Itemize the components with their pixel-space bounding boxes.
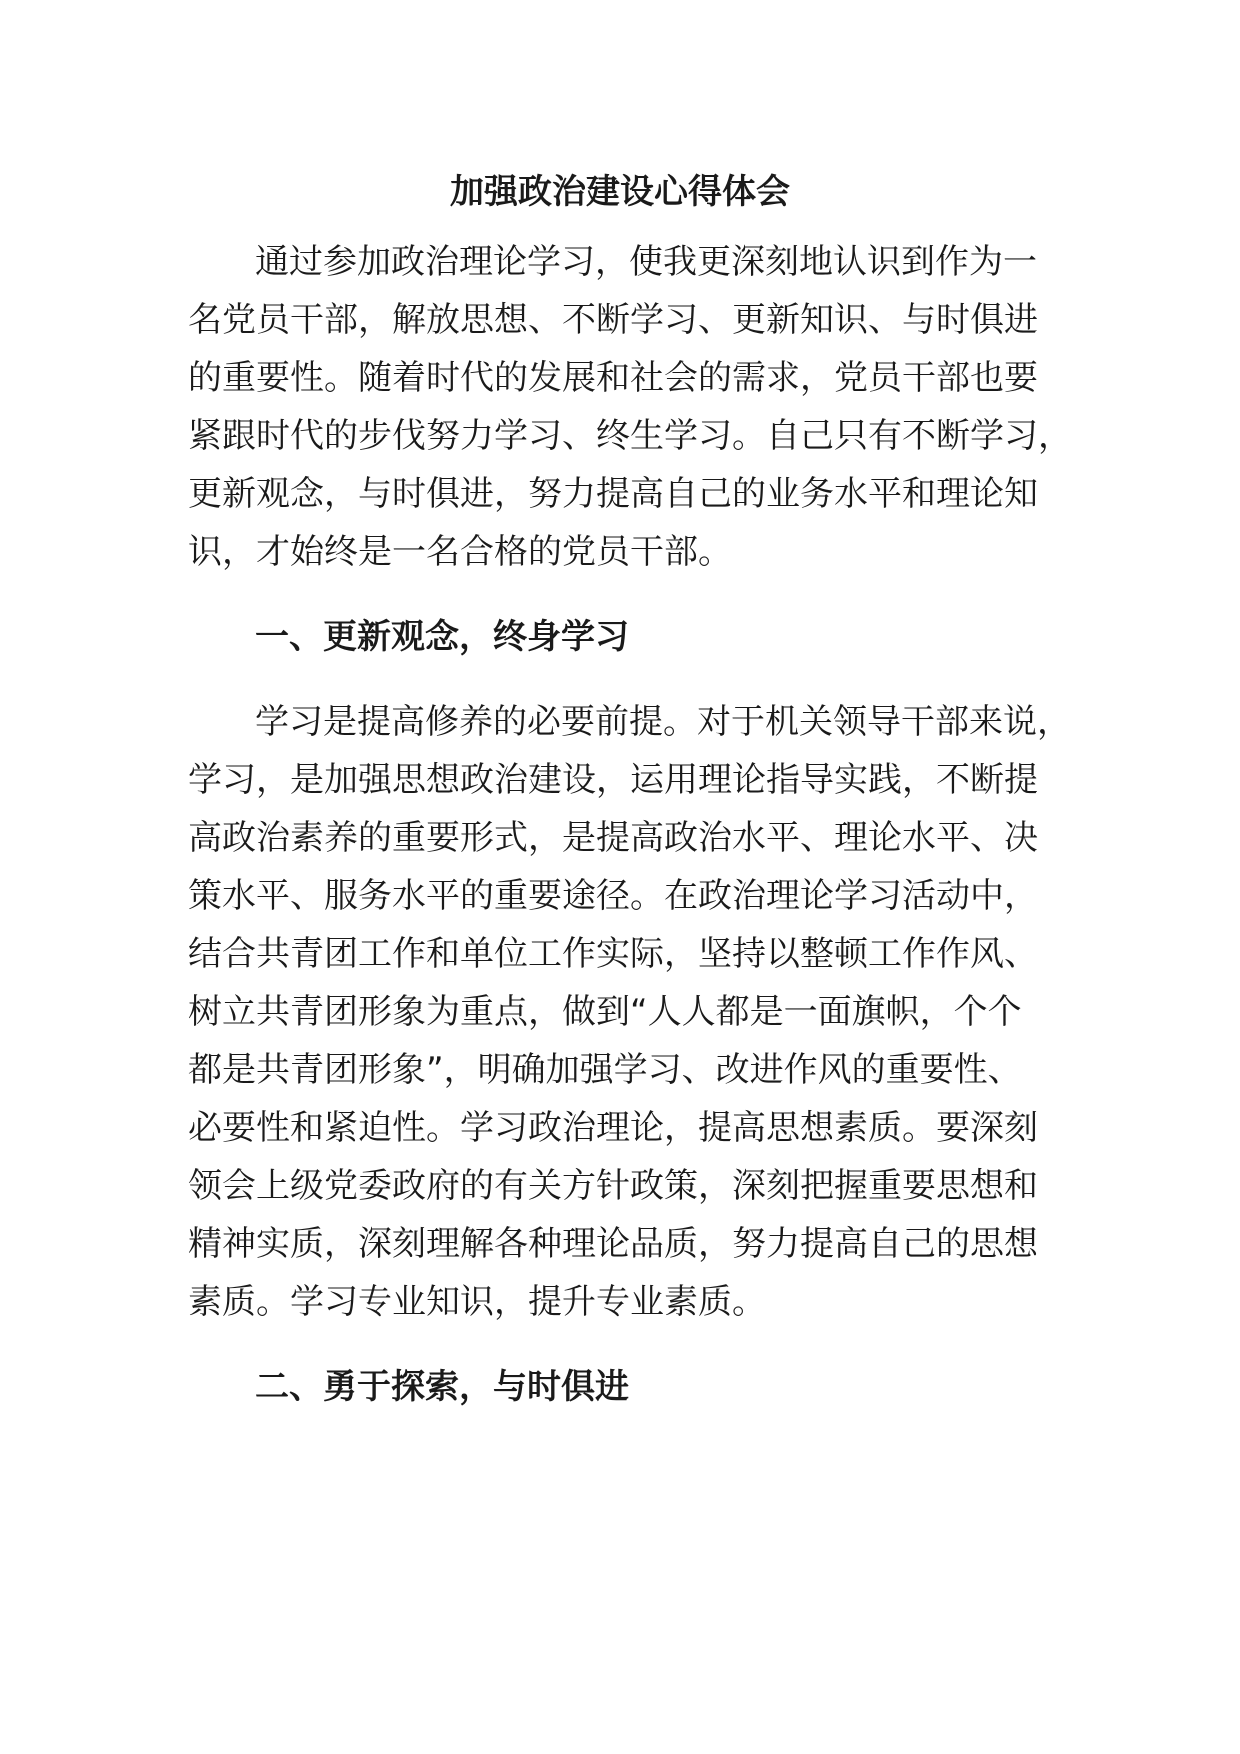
intro-line: 紧跟时代的步伐努力学习、终生学习。自己只有不断学习， bbox=[188, 416, 1072, 456]
section1-line: 策水平、服务水平的重要途径。在政治理论学习活动中， bbox=[188, 876, 1038, 916]
section1-line: 都是共青团形象”，明确加强学习、改进作风的重要性、 bbox=[188, 1050, 1022, 1090]
section-heading-1: 一、更新观念，终身学习 bbox=[255, 617, 629, 657]
intro-line: 通过参加政治理论学习，使我更深刻地认识到作为一 bbox=[255, 242, 1037, 282]
intro-line: 识，才始终是一名合格的党员干部。 bbox=[188, 532, 732, 572]
section-heading-2: 二、勇于探索，与时俱进 bbox=[255, 1367, 629, 1407]
section1-line: 学习是提高修养的必要前提。对于机关领导干部来说， bbox=[255, 702, 1071, 742]
section1-line: 树立共青团形象为重点，做到“人人都是一面旗帜，个个 bbox=[188, 992, 1022, 1032]
section1-line: 学习，是加强思想政治建设，运用理论指导实践，不断提 bbox=[188, 760, 1038, 800]
section1-line: 领会上级党委政府的有关方针政策，深刻把握重要思想和 bbox=[188, 1166, 1038, 1206]
section1-line: 必要性和紧迫性。学习政治理论，提高思想素质。要深刻 bbox=[188, 1108, 1038, 1148]
section1-line: 精神实质，深刻理解各种理论品质，努力提高自己的思想 bbox=[188, 1224, 1038, 1264]
intro-line: 的重要性。随着时代的发展和社会的需求，党员干部也要 bbox=[188, 358, 1038, 398]
document-title: 加强政治建设心得体会 bbox=[450, 172, 790, 212]
intro-line: 名党员干部，解放思想、不断学习、更新知识、与时俱进 bbox=[188, 300, 1038, 340]
section1-line: 结合共青团工作和单位工作实际，坚持以整顿工作作风、 bbox=[188, 934, 1038, 974]
section1-line: 高政治素养的重要形式，是提高政治水平、理论水平、决 bbox=[188, 818, 1038, 858]
intro-line: 更新观念，与时俱进，努力提高自己的业务水平和理论知 bbox=[188, 474, 1038, 514]
section1-line: 素质。学习专业知识，提升专业素质。 bbox=[188, 1282, 766, 1322]
